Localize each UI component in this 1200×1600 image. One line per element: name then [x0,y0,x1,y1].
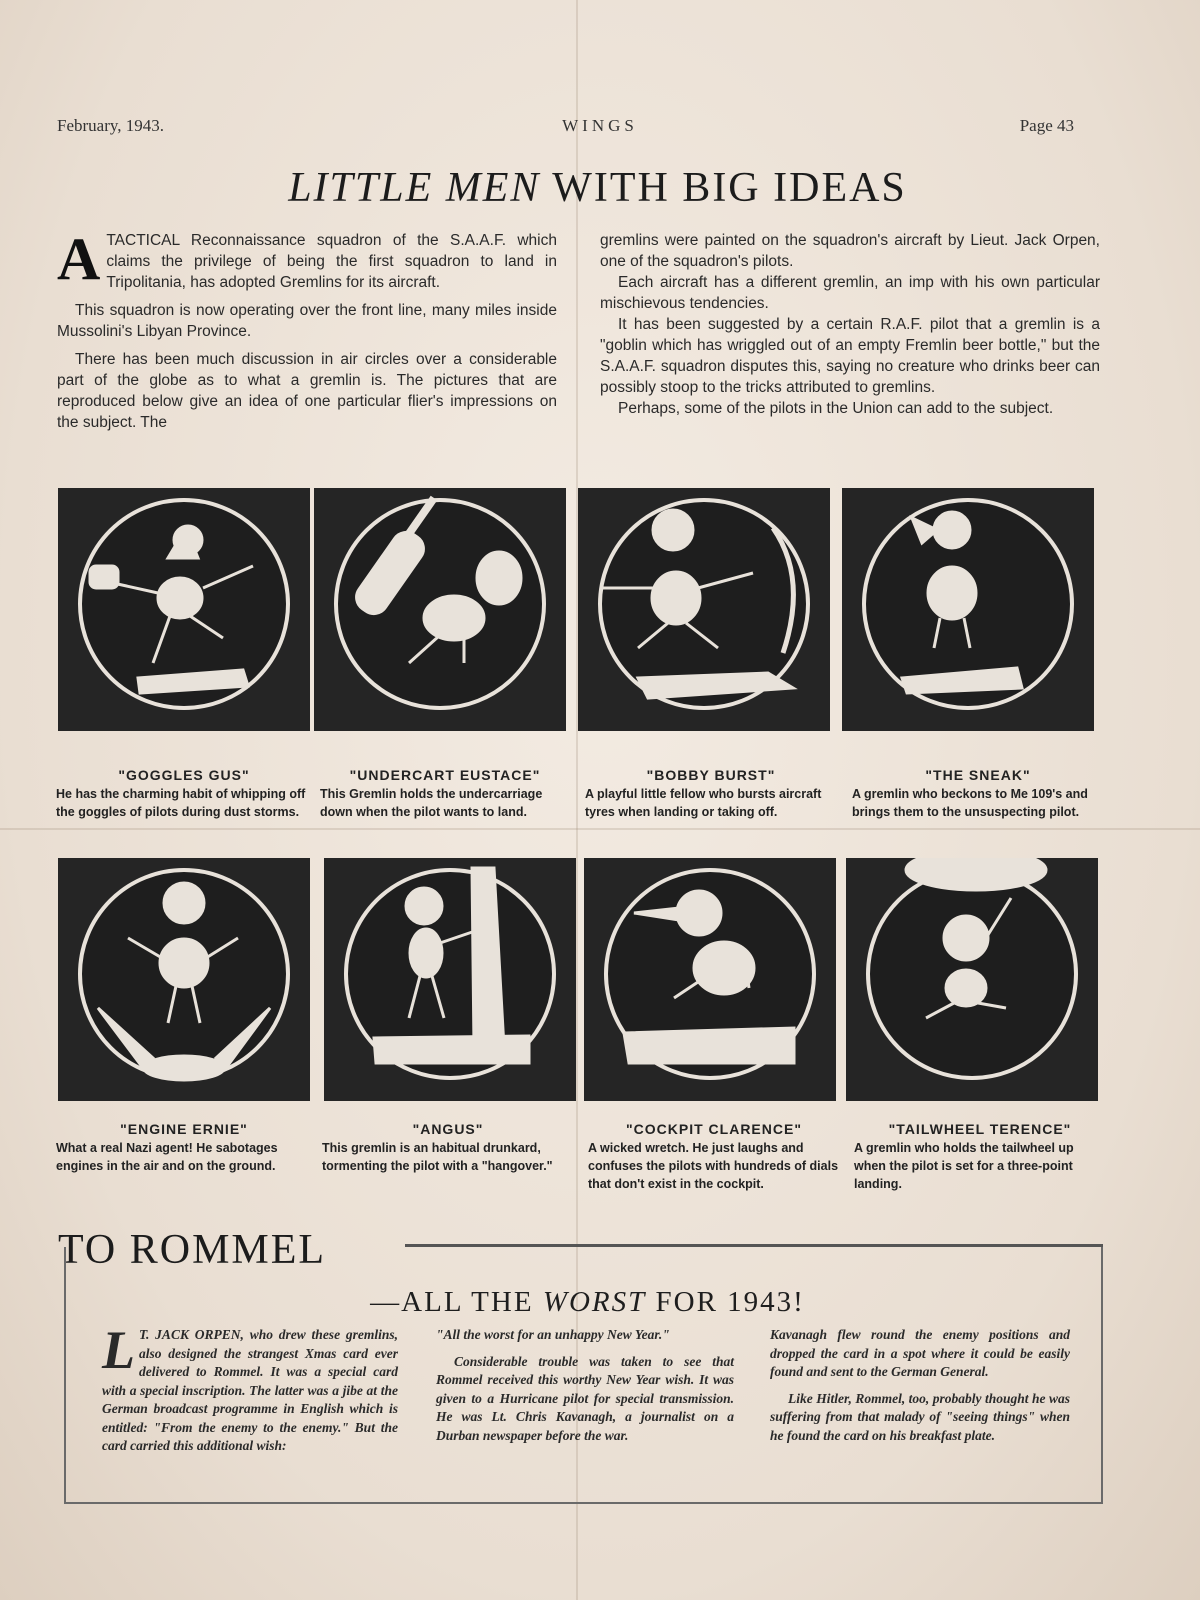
gremlin-name: "ENGINE ERNIE" [120,1121,248,1137]
gremlin-illustration [324,858,576,1101]
drop-cap: L [102,1320,135,1380]
gremlin-caption [588,1120,840,1193]
rommel-column-2 [436,1326,734,1453]
page-number: Page 43 [1019,116,1074,135]
subtitle-post: FOR 1943! [655,1286,805,1318]
intro-paragraph: Perhaps, some of the pilots in the Union can add to the subject. [618,400,1054,417]
fold-crease-horizontal [0,828,1200,830]
rommel-column-3 [770,1326,1070,1453]
gremlin-name: "BOBBY BURST" [646,767,776,783]
intro-paragraph: It has been suggested by a certain R.A.F. pilot that a gremlin is a "goblin which has wriggled out of an empty Fremlin beer bottle," but the S.A.A.F. squadron disputes this, saying no creature who drinks beer can possibly stoop to the tricks attributed to gremlins. [600,316,1100,396]
intro-paragraph: There has been much discussion in air circles over a considerable part of the globe as to what a gremlin is. The pictures that are reproduced below give an idea of one particular flier's impressions on the subject. The [57,351,557,431]
gremlin-caption [585,766,837,821]
gremlin-description: This Gremlin holds the undercarriage down when the pilot wants to land. [320,787,543,819]
section-heading: TO ROMMEL [58,1227,327,1273]
section-subtitle [0,1286,1175,1319]
gremlin-description: A gremlin who beckons to Me 109's and brings them to the unsuspecting pilot. [852,787,1088,819]
intro-paragraph: Each aircraft has a different gremlin, an imp with his own particular mischievous tendencies. [600,274,1100,312]
gremlin-description: What a real Nazi agent! He sabotages engines in the air and on the ground. [56,1141,278,1173]
intro-paragraph: This squadron is now operating over the front line, many miles inside Mussolini's Libyan Province. [57,302,557,340]
magazine-name: WINGS [562,116,638,135]
rommel-paragraph: T. JACK ORPEN, who drew these gremlins, also designed the strangest Xmas card ever delivered to Rommel. It was a special card with a special inscription. The latter was a jibe at the German broadcast programme in English which is entitled: "From the enemy to the enemy." But the card carried this additional wish: [102,1327,398,1453]
rommel-paragraph: "All the worst for an unhappy New Year." [436,1327,670,1342]
gremlin-illustration [578,488,830,731]
gremlin-caption [322,1120,574,1175]
gremlin-illustration [584,858,836,1101]
gremlin-name: "COCKPIT CLARENCE" [626,1121,802,1137]
gremlin-description: A playful little fellow who bursts aircraft tyres when landing or taking off. [585,787,822,819]
intro-paragraph: gremlins were painted on the squadron's aircraft by Lieut. Jack Orpen, one of the squadron's pilots. [600,232,1100,270]
intro-paragraph: TACTICAL Reconnaissance squadron of the S.A.A.F. which claims the privilege of being the first squadron to land in Tripolitania, has adopted Gremlins for its aircraft. [106,232,557,291]
intro-column-left [57,226,557,433]
gremlin-caption [56,1120,312,1175]
gremlin-description: A wicked wretch. He just laughs and confuses the pilots with hundreds of dials that don't exist in the cockpit. [588,1141,839,1191]
rommel-paragraph: Considerable trouble was taken to see that Rommel received this worthy New Year wish. It was given to a Hurricane pilot for special transmission. He was Lt. Chris Kavanagh, a journalist on a Durban newspaper before the war. [436,1353,734,1443]
gremlin-illustration [842,488,1094,731]
gremlin-illustration [314,488,566,731]
gremlin-caption [56,766,312,821]
title-italic: LITTLE MEN [288,165,541,211]
title-roman: WITH BIG IDEAS [552,165,907,211]
article-title [0,164,1195,212]
issue-date: February, 1943. [57,116,165,135]
drop-cap: A [57,226,101,292]
rommel-paragraph: Like Hitler, Rommel, too, probably thought he was suffering from that malady of "seeing things" when he found the card on his breakfast plate. [770,1390,1070,1443]
subtitle-pre: —ALL THE [370,1286,534,1318]
intro-column-right [600,230,1100,419]
gremlin-description: A gremlin who holds the tailwheel up when the pilot is set for a three-point landing. [854,1141,1074,1191]
gremlin-name: "TAILWHEEL TERENCE" [888,1121,1072,1137]
gremlin-name: "THE SNEAK" [925,767,1031,783]
gremlin-illustration [58,858,310,1101]
gremlin-caption [852,766,1104,821]
gremlin-description: He has the charming habit of whipping off the goggles of pilots during dust storms. [56,787,306,819]
gremlin-name: "UNDERCART EUSTACE" [349,767,541,783]
rommel-column-1 [102,1320,398,1464]
gremlin-name: "ANGUS" [412,1121,484,1137]
gremlin-description: This gremlin is an habitual drunkard, tormenting the pilot with a "hangover." [322,1141,553,1173]
gremlin-illustration [58,488,310,731]
gremlin-name: "GOGGLES GUS" [118,767,250,783]
gremlin-caption [854,1120,1106,1193]
gremlin-caption [320,766,570,821]
subtitle-italic: WORST [542,1286,647,1318]
gremlin-illustration [846,858,1098,1101]
rommel-paragraph: Kavanagh flew round the enemy positions and dropped the card in a spot where it could be easily found and sent to the German General. [770,1327,1070,1379]
